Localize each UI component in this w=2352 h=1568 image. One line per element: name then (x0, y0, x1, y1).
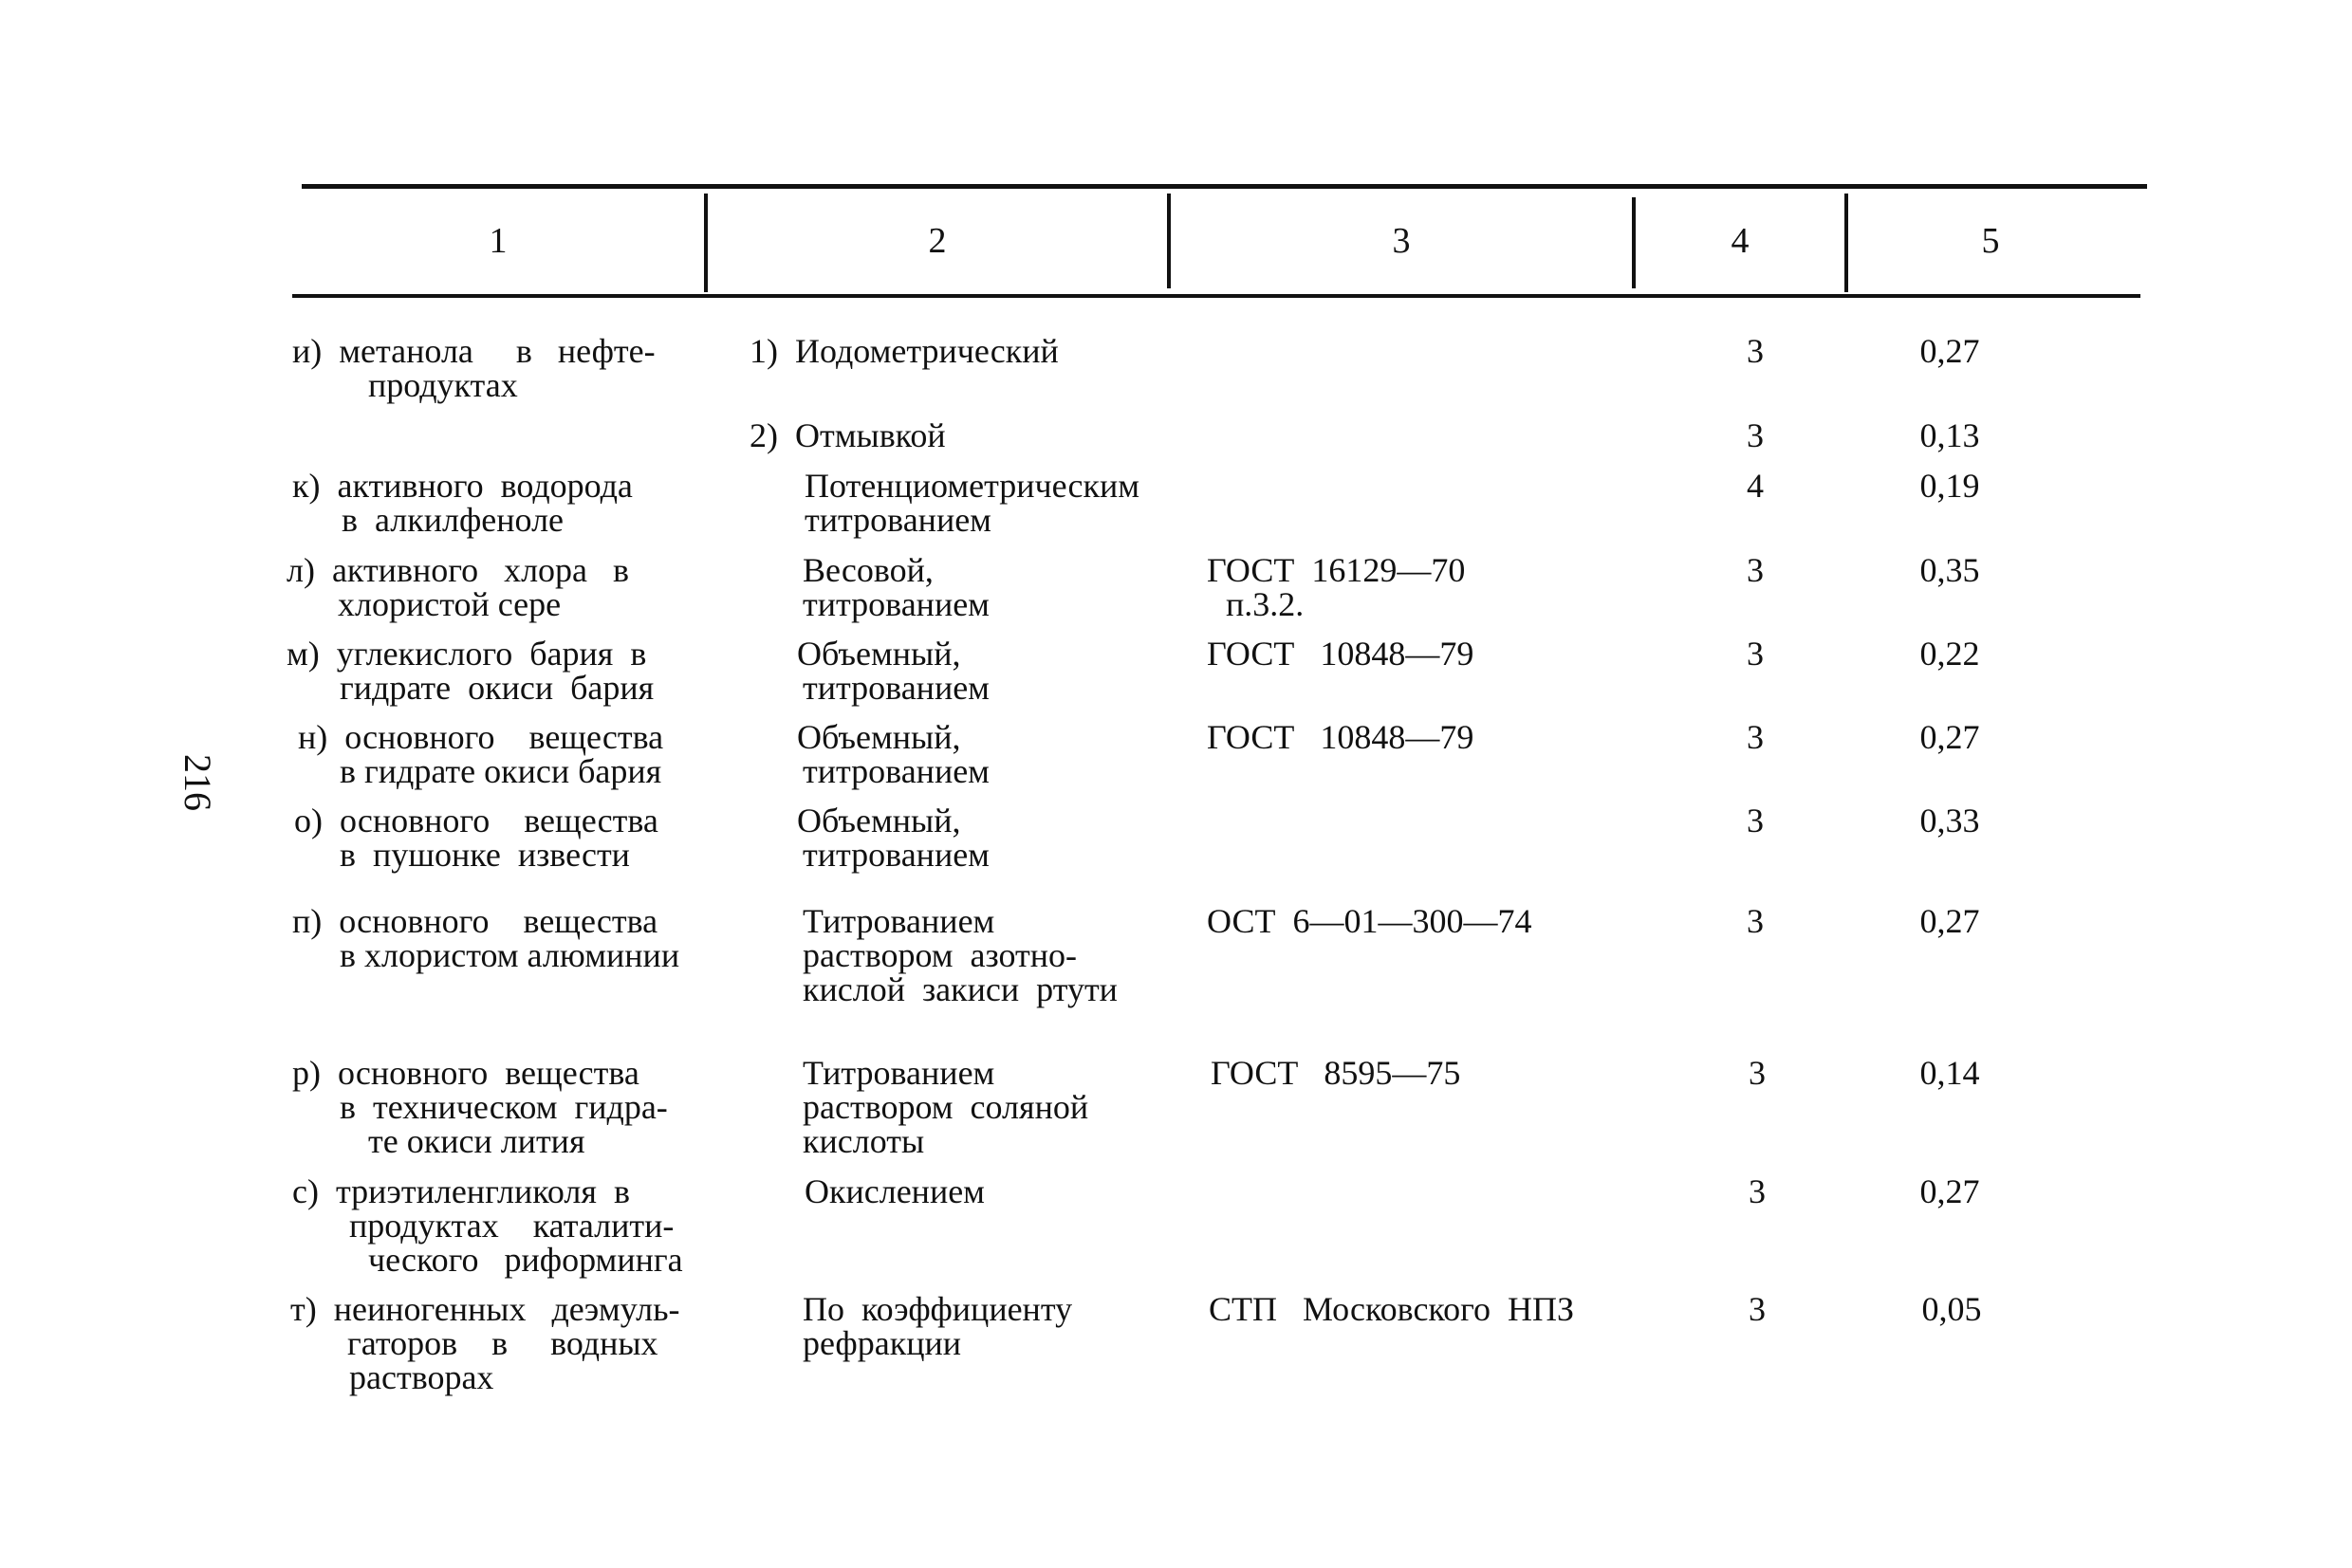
col4-cell: 3 (1747, 802, 1764, 839)
col5-cell: 0,35 (1919, 551, 1980, 589)
method-line: титрованием (803, 669, 990, 707)
standard-line: ГОСТ 10848—79 (1207, 718, 1474, 756)
method-cell (750, 418, 1148, 452)
col4-cell: 3 (1747, 416, 1764, 454)
col5-cell: 0,27 (1919, 902, 1980, 940)
col4-cell: 3 (1749, 1290, 1766, 1328)
method-line: титрованием (803, 836, 990, 874)
method-cell (805, 1174, 1165, 1208)
method-line: Окислением (805, 1172, 985, 1210)
method-line: Титрованием (803, 902, 995, 940)
item-cell (292, 904, 719, 972)
item-cell (287, 553, 704, 621)
standard-line: СТП Московского НПЗ (1209, 1290, 1574, 1328)
col5-cell: 0,14 (1919, 1054, 1980, 1092)
item-line: л) активного хлора в (287, 551, 630, 589)
standard-line: ОСТ 6—01—300—74 (1207, 902, 1532, 940)
col4-cell: 3 (1749, 1172, 1766, 1210)
standard-line: ГОСТ 8595—75 (1211, 1054, 1461, 1092)
col5-cell: 0,27 (1919, 718, 1980, 756)
item-line: растворах (349, 1358, 494, 1396)
method-line: рефракции (803, 1324, 962, 1362)
method-line: Потенциометрическим (805, 467, 1140, 505)
standard-cell (1207, 720, 1624, 754)
col4-cell: 4 (1747, 467, 1764, 505)
method-line: По коэффициенту (803, 1290, 1073, 1328)
item-line: н) основного вещества (298, 718, 664, 756)
col5-cell: 0,13 (1919, 416, 1980, 454)
item-line: п) основного вещества (292, 902, 658, 940)
col4-cell: 3 (1749, 1054, 1766, 1092)
item-cell (298, 720, 715, 788)
col5-cell: 0,27 (1919, 332, 1980, 370)
standard-cell (1207, 636, 1624, 671)
method-cell (797, 803, 1157, 872)
standard-line: п.3.2. (1226, 585, 1305, 623)
item-line: в хлористом алюминии (340, 936, 680, 974)
col5-cell: 0,22 (1919, 635, 1980, 673)
item-cell (290, 1292, 727, 1394)
method-line: кислоты (803, 1122, 925, 1160)
method-line: Титрованием (803, 1054, 995, 1092)
method-cell (803, 1292, 1163, 1360)
col4-cell: 3 (1747, 902, 1764, 940)
item-cell (292, 334, 710, 402)
standard-line: ГОСТ 16129—70 (1207, 551, 1466, 589)
col4-cell: 3 (1747, 551, 1764, 589)
method-cell (797, 636, 1157, 705)
item-line: ческого риформинга (368, 1241, 683, 1279)
method-line: титрованием (805, 501, 991, 539)
method-line: титрованием (803, 585, 990, 623)
method-cell (803, 553, 1163, 621)
method-line: Весовой, (803, 551, 934, 589)
col4-cell: 3 (1747, 332, 1764, 370)
method-cell (750, 334, 1148, 368)
item-line: продуктах (368, 366, 518, 404)
method-line: Объемный, (797, 635, 961, 673)
standard-cell (1207, 553, 1624, 621)
column-header-1: 1 (489, 221, 508, 261)
method-cell (805, 469, 1165, 537)
item-cell (287, 636, 713, 705)
col5-cell: 0,05 (1921, 1290, 1982, 1328)
table-header-bottom-rule (292, 294, 2140, 298)
column-header-2: 2 (928, 221, 947, 261)
method-line: 2) Отмывкой (750, 416, 946, 454)
item-line: т) неиногенных деэмуль- (290, 1290, 680, 1328)
item-cell (292, 1056, 719, 1158)
item-cell (294, 803, 712, 872)
item-line: о) основного вещества (294, 802, 658, 839)
column-header-4: 4 (1731, 221, 1750, 261)
item-line: м) углекислого бария в (287, 635, 647, 673)
item-line: в пушонке извести (340, 836, 630, 874)
method-line: титрованием (803, 752, 990, 790)
col4-cell: 3 (1747, 718, 1764, 756)
item-line: те окиси лития (368, 1122, 585, 1160)
method-line: Объемный, (797, 802, 961, 839)
standard-cell (1207, 904, 1624, 938)
item-line: р) основного вещества (292, 1054, 639, 1092)
item-line: в алкилфеноле (342, 501, 565, 539)
item-line: гидрате окиси бария (340, 669, 655, 707)
table-top-rule (302, 184, 2147, 189)
item-line: продуктах каталити- (349, 1207, 675, 1245)
method-line: раствором азотно- (803, 936, 1078, 974)
method-cell (803, 904, 1163, 1006)
method-line: Объемный, (797, 718, 961, 756)
item-cell (292, 469, 710, 537)
item-line: и) метанола в нефте- (292, 332, 656, 370)
method-line: кислой закиси ртути (803, 970, 1118, 1008)
col4-cell: 3 (1747, 635, 1764, 673)
column-header-5: 5 (1981, 221, 2000, 261)
col5-cell: 0,19 (1919, 467, 1980, 505)
col5-cell: 0,33 (1919, 802, 1980, 839)
item-line: к) активного водорода (292, 467, 633, 505)
item-line: с) триэтиленгликоля в (292, 1172, 630, 1210)
method-cell (797, 720, 1157, 788)
method-cell (803, 1056, 1163, 1158)
item-cell (292, 1174, 719, 1277)
col5-cell: 0,27 (1919, 1172, 1980, 1210)
item-line: в гидрате окиси бария (340, 752, 662, 790)
standard-cell (1209, 1292, 1645, 1326)
method-line: раствором соляной (803, 1088, 1089, 1126)
standard-cell (1211, 1056, 1628, 1090)
item-line: гаторов в водных (347, 1324, 658, 1362)
column-header-3: 3 (1392, 221, 1411, 261)
page-number: 216 (176, 754, 219, 811)
method-line: 1) Иодометрический (750, 332, 1059, 370)
standard-line: ГОСТ 10848—79 (1207, 635, 1474, 673)
item-line: хлористой сере (338, 585, 562, 623)
item-line: в техническом гидра- (340, 1088, 668, 1126)
